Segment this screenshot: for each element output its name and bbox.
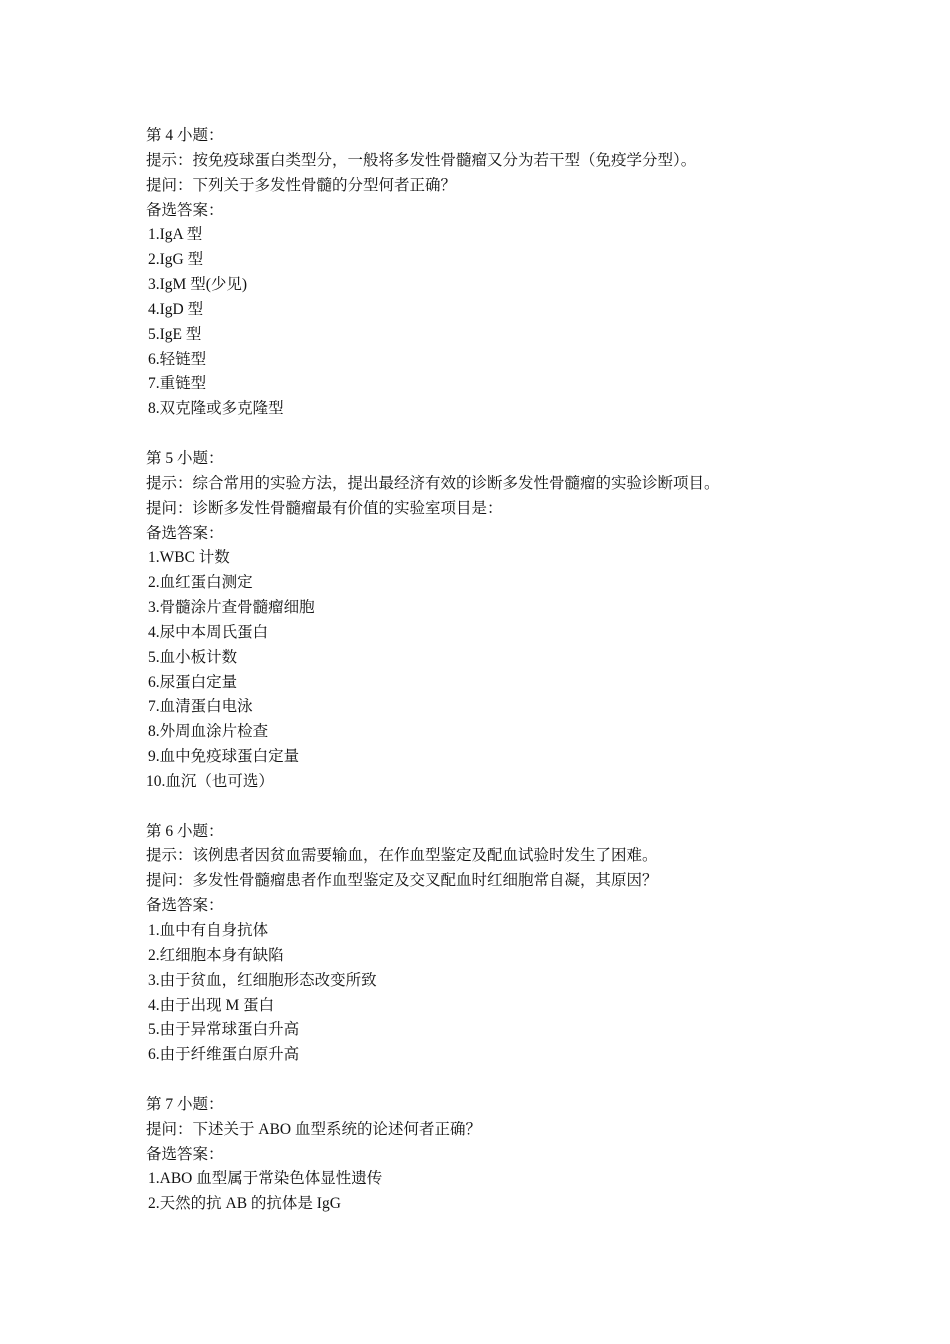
answer-option: 3.IgM 型(少见)	[148, 276, 248, 294]
answer-option: 5.由于异常球蛋白升高	[148, 1021, 300, 1039]
document-page	[146, 124, 926, 1217]
question-4	[146, 124, 926, 422]
answer-option: 4.尿中本周氏蛋白	[148, 623, 269, 641]
question-5	[146, 447, 926, 795]
answer-option: 1.血中有自身抗体	[148, 922, 269, 939]
answer-option: 4.由于出现 M 蛋白	[148, 996, 275, 1014]
answer-option: 5.IgE 型	[148, 325, 202, 343]
question-ask: 提问：下述关于 ABO 血型系统的论述何者正确？	[146, 1120, 481, 1138]
question-hint: 提示：该例患者因贫血需要输血，在作血型鉴定及配血试验时发生了困难。	[146, 847, 658, 865]
answer-option: 1.WBC 计数	[148, 549, 230, 567]
answer-option: 2.IgG 型	[148, 251, 204, 269]
answer-option: 8.外周血涂片检查	[148, 723, 269, 741]
answer-option: 1.IgA 型	[148, 226, 203, 244]
answer-option: 3.由于贫血，红细胞形态改变所致	[148, 971, 377, 989]
question-ask: 提问：下列关于多发性骨髓的分型何者正确？	[146, 176, 457, 194]
paragraph-gap	[146, 1068, 926, 1093]
question-6	[146, 820, 926, 1068]
question-7	[146, 1093, 926, 1217]
answer-option: 9.血中免疫球蛋白定量	[148, 748, 300, 766]
paragraph-gap	[146, 422, 926, 447]
answers-label: 备选答案：	[146, 524, 224, 542]
question-hint: 提示：按免疫球蛋白类型分，一般将多发性骨髓瘤又分为若干型（免疫学分型）。	[146, 151, 697, 169]
answer-option: 2.红细胞本身有缺陷	[148, 946, 284, 964]
question-ask: 提问：诊断多发性骨髓瘤最有价值的实验室项目是：	[146, 499, 503, 517]
answer-option: 5.血小板计数	[148, 648, 238, 666]
answer-option: 1.ABO 血型属于常染色体显性遗传	[148, 1170, 383, 1188]
answer-option: 2.血红蛋白测定	[148, 574, 253, 592]
question-title: 第 7 小题：	[146, 1095, 224, 1113]
paragraph-gap	[146, 795, 926, 820]
answers-label: 备选答案：	[146, 1145, 224, 1163]
answer-option: 7.重链型	[148, 375, 207, 393]
answers-label: 备选答案：	[146, 897, 224, 915]
answer-option: 6.由于纤维蛋白原升高	[148, 1046, 300, 1064]
answer-option: 10.血沉（也可选）	[146, 772, 274, 790]
question-title: 第 5 小题：	[146, 449, 224, 467]
answer-option: 8.双克隆或多克隆型	[148, 400, 284, 418]
answer-option: 2.天然的抗 AB 的抗体是 IgG	[148, 1195, 341, 1213]
answers-label: 备选答案：	[146, 201, 224, 219]
question-ask: 提问：多发性骨髓瘤患者作血型鉴定及交叉配血时红细胞常自凝，其原因？	[146, 872, 658, 890]
answer-option: 3.骨髓涂片查骨髓瘤细胞	[148, 599, 315, 617]
answer-option: 6.轻链型	[148, 350, 207, 368]
question-title: 第 4 小题：	[146, 127, 224, 144]
answer-option: 4.IgD 型	[148, 300, 204, 318]
question-title: 第 6 小题：	[146, 822, 224, 840]
answer-option: 7.血清蛋白电泳	[148, 698, 253, 716]
answer-option: 6.尿蛋白定量	[148, 673, 238, 691]
question-hint: 提示：综合常用的实验方法，提出最经济有效的诊断多发性骨髓瘤的实验诊断项目。	[146, 474, 720, 492]
